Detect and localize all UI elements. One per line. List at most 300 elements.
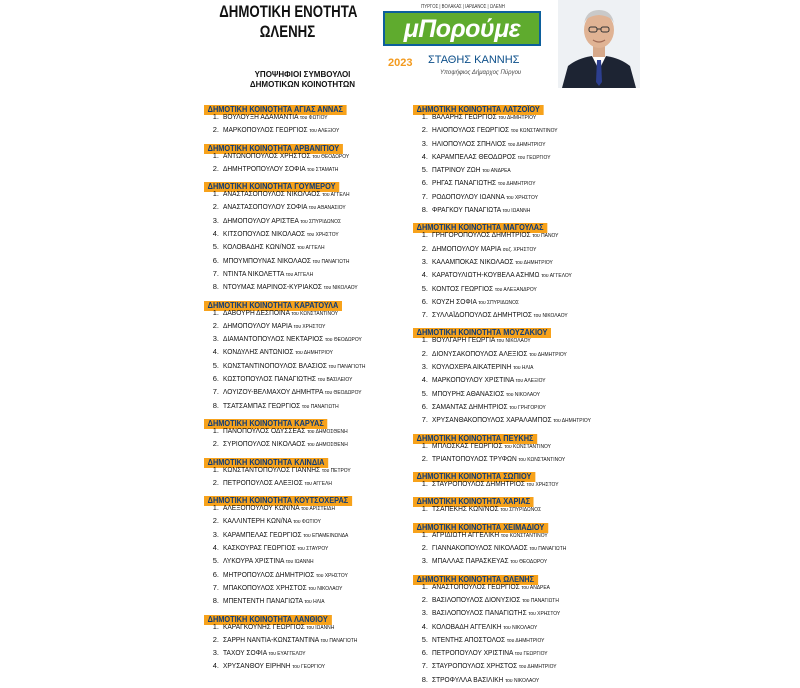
candidate-patronymic: του ΑΓΓΕΛΟΥ bbox=[541, 273, 572, 280]
candidate-number: 3. bbox=[212, 215, 219, 225]
candidate-name: ΠΑΝΟΠΟΥΛΟΣ ΟΔΥΣΣΕΑΣ bbox=[223, 425, 306, 435]
candidate-patronymic: του ΑΡΙΣΤΕΙΔΗ bbox=[301, 506, 336, 513]
candidate-number: 2. bbox=[212, 320, 219, 330]
candidate-patronymic: του ΗΛΙΑ bbox=[304, 599, 325, 606]
candidate-name: ΣΥΛΛΑΪΔΟΠΟΥΛΟΣ ΔΗΜΗΤΡΙΟΣ bbox=[432, 310, 532, 320]
candidate-number: 1. bbox=[421, 479, 428, 489]
candidate-number: 2. bbox=[421, 243, 428, 253]
candidate-name: ΗΛΙΟΠΟΥΛΟΣ ΓΕΩΡΓΙΟΣ bbox=[432, 125, 510, 135]
candidate-number: 6. bbox=[421, 296, 428, 306]
community-block bbox=[204, 176, 419, 293]
candidate-patronymic: του ΝΙΚΟΛΑΟΥ bbox=[506, 391, 541, 398]
candidate-number: 2. bbox=[212, 202, 219, 212]
candidate-name: ΣΑΡΡΗ ΝΑΝΤΙΑ-ΚΩΝΣΤΑΝΤΙΝΑ bbox=[223, 634, 319, 644]
candidate-name: ΚΟΛΟΒΑΔΗΣ ΚΩΝ/ΝΟΣ bbox=[223, 242, 296, 252]
candidate-name: ΗΛΙΟΠΟΥΛΟΣ ΣΠΗΛΙΟΣ bbox=[432, 138, 507, 148]
candidate-number: 4. bbox=[212, 661, 219, 671]
candidate-row bbox=[413, 228, 628, 241]
candidate-name: ΤΑΧΟΥ ΣΟΦΙΑ bbox=[223, 648, 267, 658]
candidate-number: 1. bbox=[212, 621, 219, 631]
candidate-name: ΓΙΑΝΝΑΚΟΠΟΥΛΟΣ ΝΙΚΟΛΑΟΣ bbox=[432, 543, 528, 553]
community-block bbox=[413, 517, 628, 568]
candidate-name: ΠΕΤΡΟΠΟΥΛΟΥ ΧΡΙΣΤΙΝΑ bbox=[432, 648, 514, 658]
candidate-name: ΚΩΝΣΤΑΝΤΙΝΟΠΟΥΛΟΣ ΒΛΑΣΙΟΣ bbox=[223, 360, 327, 370]
candidate-name: ΚΩΣΤΟΠΟΥΛΟΣ ΠΑΝΑΓΙΩΤΗΣ bbox=[223, 374, 317, 384]
candidate-fullname bbox=[223, 123, 339, 138]
candidate-patronymic: του ΚΩΝΣΤΑΝΤΙΝΟΥ bbox=[291, 310, 339, 317]
candidate-row bbox=[204, 399, 419, 412]
party-logo bbox=[378, 0, 548, 52]
candidate-number: 5. bbox=[421, 388, 428, 398]
candidate-name: ΣΤΑΥΡΟΠΟΥΛΟΣ ΔΗΜΗΤΡΙΟΣ bbox=[432, 479, 525, 489]
election-year: 2023 bbox=[388, 57, 413, 69]
community-header bbox=[204, 413, 419, 428]
candidate-name: ΤΣΑΠΕΚΗΣ ΚΩΝ/ΝΟΣ bbox=[432, 504, 499, 514]
candidate-patronymic: του ΔΗΜΗΤΡΙΟΥ bbox=[498, 115, 537, 121]
candidate-row bbox=[204, 280, 419, 293]
candidate-row bbox=[413, 282, 628, 295]
candidate-row bbox=[204, 385, 419, 398]
candidate-name: ΒΑΛΑΡΗΣ ΓΕΩΡΓΙΟΣ bbox=[432, 112, 497, 121]
candidate-number: 1. bbox=[212, 307, 219, 317]
candidate-number: 7. bbox=[212, 387, 219, 397]
candidate-patronymic: του ΧΡΗΣΤΟΥ bbox=[316, 572, 348, 579]
candidate-name: ΚΟΥΛΟΧΕΡΑ ΑΙΚΑΤΕΡΙΝΗ bbox=[432, 362, 512, 372]
candidate-patronymic: του ΠΑΝΑΓΙΩΤΗ bbox=[328, 363, 366, 370]
candidate-name: ΛΟΥΙΖΟΥ-ΒΕΛΜΑΧΟΥ ΔΗΜΗΤΡΑ bbox=[223, 387, 323, 397]
community-title: ΔΗΜΟΤΙΚΗ ΚΟΙΝΟΤΗΤΑ ΑΓΙΑΣ ΑΝΝΑΣ bbox=[204, 105, 347, 115]
candidate-number: 4. bbox=[421, 270, 428, 280]
candidate-row bbox=[413, 673, 628, 686]
candidate-row bbox=[204, 659, 419, 672]
candidate-name: ΔΗΜΗΤΡΟΠΟΥΛΟΥ ΣΟΦΙΑ bbox=[223, 163, 306, 173]
candidate-fullname bbox=[223, 437, 348, 452]
candidate-row bbox=[413, 620, 628, 633]
candidate-patronymic: του ΧΡΗΣΤΟΥ bbox=[306, 232, 339, 239]
candidate-row bbox=[413, 268, 628, 281]
candidate-number: 2. bbox=[212, 634, 219, 644]
community-title: ΔΗΜΟΤΙΚΗ ΚΟΙΝΟΤΗΤΑ ΧΑΡΙΑΣ bbox=[413, 497, 534, 507]
candidate-patronymic: του ΔΗΜΗΤΡΙΟΥ bbox=[519, 664, 557, 671]
candidate-number: 2. bbox=[212, 477, 219, 487]
candidate-fullname bbox=[432, 308, 568, 323]
candidate-row bbox=[413, 360, 628, 373]
candidate-patronymic: του ΑΝΔΡΕΑ bbox=[482, 168, 511, 175]
candidate-row bbox=[204, 306, 419, 319]
candidate-patronymic: του ΝΙΚΟΛΑΟΥ bbox=[533, 313, 568, 320]
candidate-name: ΔΗΜΟΠΟΥΛΟΥ ΜΑΡΙΑ bbox=[432, 243, 501, 253]
candidate-number: 6. bbox=[421, 178, 428, 188]
candidate-row bbox=[204, 214, 419, 227]
title-line-2: ΩΛΕΝΗΣ bbox=[259, 22, 316, 41]
community-header bbox=[413, 466, 628, 482]
candidate-number: 1. bbox=[212, 112, 219, 121]
candidate-row bbox=[413, 400, 628, 413]
candidate-name: ΧΡΥΣΑΝΘΟΥ ΕΙΡΗΝΗ bbox=[223, 661, 291, 671]
candidate-row bbox=[204, 476, 419, 489]
candidate-name: ΚΟΥΖΗ ΣΟΦΙΑ bbox=[432, 296, 477, 306]
candidate-patronymic: του ΧΡΗΣΤΟΥ bbox=[506, 194, 538, 201]
candidate-patronymic: του ΔΗΜΗΤΡΙΟΥ bbox=[507, 141, 546, 148]
candidate-number: 2. bbox=[421, 594, 428, 604]
candidate-role: Υποψήφιος Δήμαρχος Πύργου bbox=[440, 70, 522, 76]
candidate-row bbox=[413, 477, 628, 490]
candidate-patronymic: του ΝΙΚΟΛΑΟΥ bbox=[503, 624, 538, 631]
candidate-name: ΚΩΝΣΤΑΝΤΟΠΟΥΛΟΣ ΓΙΑΝΝΗΣ bbox=[223, 464, 321, 474]
candidate-patronymic: του ΔΗΜΗΤΡΙΟΥ bbox=[497, 181, 536, 188]
candidate-number: 3. bbox=[421, 138, 428, 148]
community-header bbox=[413, 322, 628, 338]
candidate-patronymic: του ΗΛΙΑ bbox=[513, 365, 534, 372]
candidate-fullname bbox=[432, 413, 591, 428]
candidate-number: 1. bbox=[421, 529, 428, 539]
candidate-patronymic: του ΔΗΜΗΤΡΙΟΥ bbox=[553, 418, 591, 425]
candidate-patronymic: του ΒΑΣΙΛΕΙΟΥ bbox=[317, 377, 353, 384]
candidate-row bbox=[413, 137, 628, 150]
candidate-number: 3. bbox=[421, 608, 428, 618]
candidate-row bbox=[204, 187, 419, 200]
candidate-number: 2. bbox=[421, 453, 428, 463]
candidate-name: ΝΤΟΥΜΑΣ ΜΑΡΙΝΟΣ-ΚΥΡΙΑΚΟΣ bbox=[223, 282, 322, 292]
candidate-name: ΚΑΡΑΜΠΕΛΑΣ ΓΕΩΡΓΙΟΣ bbox=[223, 529, 302, 539]
candidate-row bbox=[413, 242, 628, 255]
candidate-number: 6. bbox=[212, 374, 219, 384]
candidate-name: ΒΑΣΙΛΟΠΟΥΛΟΣ ΠΑΝΑΓΙΩΤΗΣ bbox=[432, 608, 527, 618]
community-title: ΔΗΜΟΤΙΚΗ ΚΟΙΝΟΤΗΤΑ ΧΕΙΜΑΔΙΟΥ bbox=[413, 523, 548, 533]
candidate-name: ΜΠΑΛΛΑΣ ΠΑΡΑΣΚΕΥΑΣ bbox=[432, 556, 509, 566]
community-header bbox=[204, 452, 419, 467]
candidate-name: ΛΥΚΟΥΡΑ ΧΡΙΣΤΙΝΑ bbox=[223, 556, 285, 566]
candidate-row bbox=[204, 437, 419, 450]
candidate-name: ΚΑΡΑΓΚΟΥΝΗΣ ΓΕΩΡΓΙΟΣ bbox=[223, 621, 305, 631]
candidate-patronymic: του ΑΓΓΕΛΗ bbox=[304, 480, 332, 487]
candidate-name: ΡΗΓΑΣ ΠΑΝΑΓΙΩΤΗΣ bbox=[432, 178, 497, 188]
candidate-patronymic: του ΔΗΜΟΣΘΕΝΗ bbox=[307, 428, 348, 435]
candidate-name: ΓΡΗΓΟΡΟΠΟΥΛΟΣ ΔΗΜΗΤΡΙΟΣ bbox=[432, 230, 531, 240]
candidate-number: 2. bbox=[421, 125, 428, 135]
candidate-name: ΣΑΜΑΝΤΑΣ ΔΗΜΗΤΡΙΟΣ bbox=[432, 401, 508, 411]
candidate-row bbox=[413, 554, 628, 567]
candidate-row bbox=[413, 308, 628, 321]
candidate-patronymic: του ΣΤΑΥΡΟΥ bbox=[297, 546, 329, 553]
community-title: ΔΗΜΟΤΙΚΗ ΚΟΙΝΟΤΗΤΑ ΓΟΥΜΕΡΟΥ bbox=[204, 182, 339, 192]
candidate-name: ΚΑΛΑΜΠΟΚΑΣ ΝΙΚΟΛΑΟΣ bbox=[432, 256, 514, 266]
candidate-number: 4. bbox=[212, 229, 219, 239]
candidate-number: 7. bbox=[212, 582, 219, 592]
candidate-name: ΚΑΣΚΟΥΡΑΣ ΓΕΩΡΓΙΟΣ bbox=[223, 543, 296, 553]
candidate-number: 1. bbox=[421, 440, 428, 450]
community-block bbox=[204, 138, 419, 176]
candidate-row bbox=[204, 267, 419, 280]
subtitle bbox=[230, 70, 375, 90]
candidate-fullname bbox=[223, 399, 339, 414]
candidate-row bbox=[413, 633, 628, 646]
candidate-patronymic: του ΧΡΗΣΤΟΥ bbox=[293, 323, 326, 330]
candidate-patronymic: του ΣΠΥΡΙΔΩΝΟΣ bbox=[478, 299, 519, 306]
candidate-row bbox=[204, 528, 419, 541]
candidate-number: 5. bbox=[421, 283, 428, 293]
candidate-patronymic: του ΔΗΜΗΤΡΙΟΥ bbox=[515, 259, 553, 266]
candidate-name: ΜΠΛΟΣΚΑΣ ΓΕΩΡΓΙΟΣ bbox=[432, 440, 503, 450]
candidate-patronymic: του ΑΛΕΞΙΟΥ bbox=[309, 128, 340, 135]
candidate-name: ΠΕΤΡΟΠΟΥΛΟΣ ΑΛΕΞΙΟΣ bbox=[223, 477, 303, 487]
candidate-name: ΜΗΤΡΟΠΟΥΛΟΣ ΔΗΜΗΤΡΙΟΣ bbox=[223, 569, 315, 579]
community-header bbox=[413, 217, 628, 233]
candidate-number: 6. bbox=[421, 401, 428, 411]
candidate-row bbox=[204, 620, 419, 633]
community-block bbox=[413, 491, 628, 515]
candidate-row bbox=[204, 424, 419, 437]
candidate-patronymic: του ΣΤΑΜΑΤΗ bbox=[307, 166, 339, 173]
community-header bbox=[413, 428, 628, 443]
candidate-name: ΑΓΡΙΔΙΩΤΗ ΑΓΓΕΛΙΚΗ bbox=[432, 529, 500, 539]
candidate-name: ΚΟΝΔΥΛΗΣ ΑΝΤΩΝΙΟΣ bbox=[223, 347, 294, 357]
community-block bbox=[413, 569, 628, 686]
community-title: ΔΗΜΟΤΙΚΗ ΚΟΙΝΟΤΗΤΑ ΩΛΕΝΗΣ bbox=[413, 575, 538, 585]
candidate-patronymic: του ΑΓΓΕΛΗ bbox=[322, 192, 350, 199]
candidate-number: 1. bbox=[421, 230, 428, 240]
candidate-name: ΝΤΙΝΤΑ ΝΙΚΟΛΕΤΤΑ bbox=[223, 268, 285, 278]
candidate-number: 7. bbox=[421, 310, 428, 320]
candidate-name: ΑΝΑΣΤΑΣΟΠΟΥΛΟΣ ΝΙΚΟΛΑΟΣ bbox=[223, 189, 321, 199]
candidate-patronymic: του ΧΡΗΣΤΟΥ bbox=[526, 482, 559, 489]
candidate-name: ΒΟΥΛΟΥΞΗ ΑΔΑΜΑΝΤΙΑ bbox=[223, 112, 299, 121]
candidate-number: 1. bbox=[212, 464, 219, 474]
candidate-name: ΜΠΟΥΡΗΣ ΑΘΑΝΑΣΙΟΣ bbox=[432, 388, 505, 398]
candidate-row bbox=[413, 413, 628, 426]
candidate-name: ΜΑΡΚΟΠΟΥΛΟΥ ΧΡΙΣΤΙΝΑ bbox=[432, 375, 514, 385]
candidate-patronymic: του ΚΩΝΣΤΑΝΤΙΝΟΥ bbox=[518, 456, 566, 463]
candidate-row bbox=[204, 162, 419, 175]
candidate-number: 1. bbox=[212, 503, 219, 513]
candidate-patronymic: του ΕΠΑΜΕΙΝΩΝΔΑ bbox=[303, 532, 349, 539]
community-title: ΔΗΜΟΤΙΚΗ ΚΟΙΝΟΤΗΤΑ ΚΟΥΤΣΟΧΕΡΑΣ bbox=[204, 496, 352, 506]
subtitle-line-2: ΔΗΜΟΤΙΚΩΝ ΚΟΙΝΟΤΗΤΩΝ bbox=[249, 80, 356, 89]
community-block bbox=[413, 99, 628, 216]
candidate-name: ΑΝΑΣΤΟΠΟΥΛΟΣ ΓΕΩΡΓΙΟΣ bbox=[432, 581, 520, 591]
candidate-row bbox=[204, 359, 419, 372]
candidate-name: ΚΟΛΟΒΑΔΗ ΑΓΓΕΛΙΚΗ bbox=[432, 621, 502, 631]
community-title: ΔΗΜΟΤΙΚΗ ΚΟΙΝΟΤΗΤΑ ΛΑΝΘΙΟΥ bbox=[204, 615, 331, 625]
candidate-fullname bbox=[223, 280, 358, 295]
community-block bbox=[204, 99, 419, 137]
left-column bbox=[204, 98, 419, 673]
candidate-number: 1. bbox=[421, 504, 428, 514]
candidate-patronymic: του ΠΑΝΑΓΙΩΤΗ bbox=[522, 597, 559, 604]
community-block bbox=[413, 322, 628, 426]
candidate-name: ΣΤΑΘΗΣ ΚΑΝΝΗΣ bbox=[428, 54, 520, 66]
candidate-name: ΡΟΔΟΠΟΥΛΟΥ ΙΩΑΝΝΑ bbox=[432, 191, 505, 201]
candidate-number: 1. bbox=[421, 335, 428, 345]
candidate-name: ΠΑΤΡΙΝΟΥ ΖΩΗ bbox=[432, 165, 481, 175]
candidate-patronymic: του ΘΕΟΔΩΡΟΥ bbox=[312, 153, 350, 160]
candidate-patronymic: του ΘΕΟΔΩΡΟΥ bbox=[324, 390, 362, 397]
candidate-patronymic: του ΓΕΩΡΓΙΟΥ bbox=[517, 154, 551, 161]
candidate-row bbox=[204, 110, 419, 123]
community-block bbox=[204, 490, 419, 607]
candidate-row bbox=[413, 203, 628, 216]
candidate-name: ΔΙΑΜΑΝΤΟΠΟΥΛΟΣ ΝΕΚΤΑΡΙΟΣ bbox=[223, 334, 324, 344]
candidate-fullname bbox=[223, 594, 325, 609]
community-block bbox=[204, 609, 419, 673]
candidate-patronymic: του ΑΛΕΞΙΟΥ bbox=[515, 378, 546, 385]
candidate-row bbox=[204, 541, 419, 554]
candidate-name: ΔΗΜΟΠΟΥΛΟΥ ΑΡΙΣΤΕΑ bbox=[223, 215, 299, 225]
community-header bbox=[413, 569, 628, 584]
candidate-number: 7. bbox=[212, 268, 219, 278]
candidate-number: 4. bbox=[421, 375, 428, 385]
candidate-row bbox=[204, 345, 419, 358]
candidate-row bbox=[204, 227, 419, 240]
section-title bbox=[200, 2, 375, 42]
candidate-patronymic: του ΠΕΤΡΟΥ bbox=[321, 467, 351, 474]
candidate-name: ΑΝΤΩΝΟΠΟΥΛΟΣ ΧΡΗΣΤΟΣ bbox=[223, 150, 311, 160]
candidate-name: ΜΠΕΝΤΕΝΤΗ ΠΑΝΑΓΙΩΤΑ bbox=[223, 596, 303, 606]
community-title: ΔΗΜΟΤΙΚΗ ΚΟΙΝΟΤΗΤΑ ΛΑΤΖΟΪΟΥ bbox=[413, 105, 543, 115]
candidate-name: ΚΑΛΛΙΝΤΕΡΗ ΚΩΝ/ΝΑ bbox=[223, 516, 292, 526]
candidate-fullname bbox=[432, 673, 539, 688]
candidate-patronymic: του ΠΑΝΑΓΙΩΤΗ bbox=[302, 403, 339, 410]
candidate-patronymic: του ΝΙΚΟΛΑΟΥ bbox=[505, 677, 540, 684]
candidate-name: ΚΟΝΤΟΣ ΓΕΩΡΓΙΟΣ bbox=[432, 283, 494, 293]
candidate-row bbox=[413, 439, 628, 452]
candidate-patronymic: του ΣΠΥΡΙΔΩΝΟΣ bbox=[500, 507, 542, 514]
candidate-name: ΜΠΟΥΜΠΟΥΝΑΣ ΝΙΚΟΛΑΟΣ bbox=[223, 255, 311, 265]
candidate-name: ΜΑΡΚΟΠΟΥΛΟΣ ΓΕΩΡΓΙΟΣ bbox=[223, 125, 308, 135]
candidate-number: 2. bbox=[212, 125, 219, 135]
community-header bbox=[204, 490, 419, 506]
candidate-name: ΔΗΜΟΠΟΥΛΟΥ ΜΑΡΙΑ bbox=[223, 320, 292, 330]
candidate-row bbox=[204, 568, 419, 581]
candidate-row bbox=[413, 646, 628, 659]
candidate-row bbox=[413, 150, 628, 163]
candidate-patronymic: του ΠΑΝΑΓΙΩΤΗ bbox=[320, 637, 358, 644]
candidate-number: 4. bbox=[212, 347, 219, 357]
candidate-patronymic: του ΓΡΗΓΟΡΙΟΥ bbox=[509, 404, 546, 411]
community-block bbox=[204, 452, 419, 490]
candidate-number: 8. bbox=[421, 674, 428, 684]
candidate-number: 8. bbox=[212, 400, 219, 410]
candidate-fullname bbox=[432, 203, 530, 218]
candidate-patronymic: του ΑΝΔΡΕΑ bbox=[521, 584, 550, 591]
candidate-number: 7. bbox=[421, 191, 428, 201]
candidate-patronymic: του ΚΩΝΣΤΑΝΤΙΝΟΥ bbox=[510, 128, 558, 135]
candidate-row bbox=[204, 149, 419, 162]
candidate-row bbox=[204, 240, 419, 253]
candidate-row bbox=[413, 593, 628, 606]
candidate-name: ΜΠΑΚΟΠΟΥΛΟΣ ΧΡΗΣΤΟΣ bbox=[223, 582, 307, 592]
candidate-name: ΣΥΡΙΟΠΟΥΛΟΣ ΝΙΚΟΛΑΟΣ bbox=[223, 439, 306, 449]
candidate-number: 6. bbox=[212, 255, 219, 265]
subtitle-line-1: ΥΠΟΨΗΦΙΟΙ ΣΥΜΒΟΥΛΟΙ bbox=[254, 70, 351, 79]
candidate-row bbox=[413, 255, 628, 268]
candidate-row bbox=[204, 200, 419, 213]
candidate-name: ΣΤΡΟΦΥΛΛΑ ΒΑΣΙΛΙΚΗ bbox=[432, 674, 504, 684]
candidate-number: 3. bbox=[212, 648, 219, 658]
candidate-number: 1. bbox=[421, 112, 428, 121]
candidate-row bbox=[204, 332, 419, 345]
candidate-row bbox=[413, 347, 628, 360]
candidate-name: ΑΝΑΣΤΑΣΟΠΟΥΛΟΥ ΣΟΦΙΑ bbox=[223, 202, 308, 212]
candidate-patronymic: του ΔΗΜΗΤΡΙΟΥ bbox=[295, 350, 333, 357]
candidate-name: ΔΑΒΟΥΡΗ ΔΕΣΠΟΙΝΑ bbox=[223, 307, 290, 317]
candidate-number: 2. bbox=[212, 516, 219, 526]
candidate-patronymic: του ΑΘΑΝΑΣΙΟΥ bbox=[308, 205, 346, 212]
candidate-row bbox=[413, 333, 628, 346]
candidate-number: 6. bbox=[421, 648, 428, 658]
candidate-patronymic: του ΔΗΜΟΣΘΕΝΗ bbox=[307, 442, 348, 449]
candidate-number: 6. bbox=[212, 569, 219, 579]
candidate-number: 3. bbox=[421, 256, 428, 266]
candidate-patronymic: του ΦΩΤΙΟΥ bbox=[299, 115, 328, 121]
candidate-name: ΚΑΡΑΜΠΕΛΑΣ ΘΕΟΔΩΡΟΣ bbox=[432, 151, 516, 161]
candidate-number: 5. bbox=[212, 242, 219, 252]
candidate-number: 4. bbox=[421, 151, 428, 161]
title-line-1: ΔΗΜΟΤΙΚΗ ΕΝΟΤΗΤΑ bbox=[219, 2, 358, 21]
candidate-row bbox=[204, 372, 419, 385]
candidate-patronymic: του ΘΕΟΔΩΡΟΥ bbox=[325, 337, 362, 344]
candidate-row bbox=[413, 528, 628, 541]
candidate-fullname bbox=[432, 477, 559, 492]
candidate-patronymic: του ΙΩΑΝΝΗ bbox=[306, 624, 335, 631]
candidate-row bbox=[204, 463, 419, 476]
candidate-number: 2. bbox=[212, 163, 219, 173]
candidate-patronymic: του ΑΓΓΕΛΗ bbox=[297, 245, 325, 252]
candidate-patronymic: του ΚΩΝΣΤΑΝΤΙΝΟΥ bbox=[501, 532, 548, 539]
candidate-patronymic: του ΧΡΗΣΤΟΥ bbox=[528, 611, 561, 618]
candidate-patronymic: συζ. ΧΡΗΣΤΟΥ bbox=[502, 246, 537, 253]
candidate-name: ΔΙΟΝΥΣΑΚΟΠΟΥΛΟΣ ΑΛΕΞΙΟΣ bbox=[432, 348, 528, 358]
candidate-row bbox=[413, 659, 628, 672]
candidate-number: 1. bbox=[212, 150, 219, 160]
candidate-row bbox=[413, 387, 628, 400]
candidate-number: 7. bbox=[421, 415, 428, 425]
candidate-number: 4. bbox=[212, 543, 219, 553]
candidate-patronymic: του ΑΓΓΕΛΗ bbox=[285, 271, 314, 278]
candidate-row bbox=[413, 502, 628, 515]
community-title: ΔΗΜΟΤΙΚΗ ΚΟΙΝΟΤΗΤΑ ΜΑΓΟΥΛΑΣ bbox=[413, 223, 547, 233]
community-title: ΔΗΜΟΤΙΚΗ ΚΟΙΝΟΤΗΤΑ ΚΑΡΑΤΟΥΛΑ bbox=[204, 301, 342, 311]
candidate-number: 8. bbox=[212, 596, 219, 606]
community-block bbox=[204, 413, 419, 451]
candidate-patronymic: του ΠΑΝΟΥ bbox=[532, 233, 559, 240]
community-header bbox=[204, 176, 419, 192]
candidate-row bbox=[204, 254, 419, 267]
candidate-row bbox=[204, 514, 419, 527]
candidate-number: 3. bbox=[212, 529, 219, 539]
candidate-patronymic: του ΦΩΤΙΟΥ bbox=[293, 519, 321, 526]
candidate-patronymic: του ΕΥΑΓΓΕΛΟΥ bbox=[268, 651, 306, 658]
candidate-patronymic: του ΝΙΚΟΛΑΟΥ bbox=[323, 285, 358, 292]
candidate-name: ΦΡΑΓΚΟΥ ΠΑΝΑΓΙΩΤΑ bbox=[432, 205, 501, 215]
candidate-patronymic: του ΚΩΝΣΤΑΝΤΙΝΟΥ bbox=[504, 443, 551, 450]
community-title: ΔΗΜΟΤΙΚΗ ΚΟΙΝΟΤΗΤΑ ΑΡΒΑΝΙΤΙΟΥ bbox=[204, 144, 343, 154]
candidate-number: 3. bbox=[421, 362, 428, 372]
candidate-name: ΤΡΙΑΝΤΟΠΟΥΛΟΣ ΤΡΥΦΩΝ bbox=[432, 453, 517, 463]
candidate-number: 5. bbox=[212, 556, 219, 566]
candidate-fullname bbox=[432, 502, 541, 517]
candidate-number: 2. bbox=[212, 439, 219, 449]
candidate-number: 3. bbox=[212, 334, 219, 344]
candidate-patronymic: του ΠΑΝΑΓΙΩΤΗ bbox=[529, 546, 567, 553]
candidate-patronymic: του ΙΩΑΝΝΗ bbox=[502, 208, 531, 215]
candidate-patronymic: του ΘΕΟΔΩΡΟΥ bbox=[510, 559, 548, 566]
candidate-number: 5. bbox=[421, 634, 428, 644]
logo-box bbox=[383, 11, 541, 46]
candidate-patronymic: του ΓΕΩΡΓΙΟΥ bbox=[292, 664, 326, 671]
candidate-name: ΧΡΥΣΑΝΘΑΚΟΠΟΥΛΟΣ ΧΑΡΑΛΑΜΠΟΣ bbox=[432, 415, 552, 425]
candidate-number: 3. bbox=[421, 556, 428, 566]
